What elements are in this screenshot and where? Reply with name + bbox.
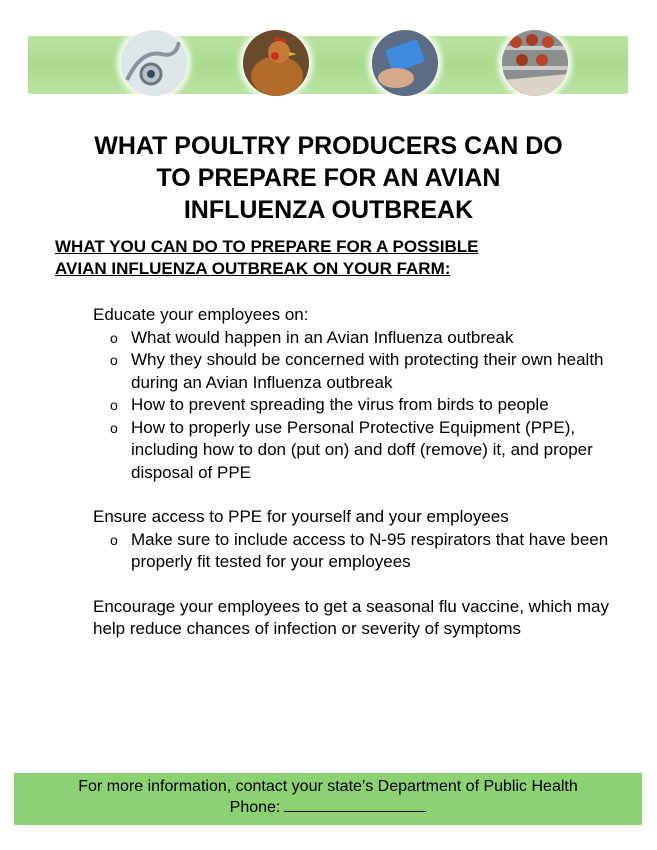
bullet-marker [72, 304, 93, 327]
sub-text: Make sure to include access to N-95 respirators that have been properly fit tested for your employees [131, 529, 609, 571]
sub-marker: o [110, 419, 118, 436]
sub-text: How to prevent spreading the virus from birds to people [131, 395, 549, 414]
bullet-marker [72, 596, 93, 641]
chicken-image [243, 30, 309, 96]
title-line-3: INFLUENZA OUTBREAK [183, 196, 474, 224]
bullet-text: Encourage your employees to get a seasonal flu vaccine, which may help reduce chances of infection or severity of symptoms [93, 596, 609, 638]
sub-text: How to properly use Personal Protective Equipment (PPE), including how to don (put on) and doff (remove) it, and proper disposal of PPE [131, 417, 593, 482]
bullet-list [72, 304, 612, 641]
phone-blank-line [284, 797, 426, 812]
title-line-1: WHAT POULTRY PRODUCERS CAN DO [94, 132, 563, 160]
phone-label: Phone: [229, 799, 281, 816]
sub-text: What would happen in an Avian Influenza outbreak [131, 327, 514, 347]
page-title [60, 130, 597, 226]
sub-list-item [110, 417, 612, 485]
sub-list-item [110, 529, 612, 574]
section-heading-line-1: WHAT YOU CAN DO TO PREPARE FOR A POSSIBLE [55, 237, 479, 256]
sub-marker: o [110, 329, 118, 346]
stethoscope-image [121, 30, 187, 96]
title-line-2: TO PREPARE FOR AN AVIAN [156, 164, 501, 192]
contact-footer [14, 773, 642, 825]
section-heading [55, 236, 575, 280]
bullet-text: Ensure access to PPE for yourself and your employees [93, 507, 509, 526]
list-item [72, 596, 612, 641]
bullet-text: Educate your employees on: [93, 305, 309, 324]
sub-list-item [110, 327, 612, 350]
sub-marker: o [110, 397, 118, 413]
sub-marker: o [110, 531, 118, 548]
footer-text: For more information, contact your state’s Department of Public Health [78, 778, 578, 795]
sub-list-item [110, 394, 612, 417]
list-item [72, 304, 612, 327]
sub-text: Why they should be concerned with protecting their own health during an Avian Influenza outbreak [131, 350, 604, 392]
caged-chickens-image [502, 30, 568, 96]
list-item [72, 506, 612, 529]
bullet-marker [72, 506, 93, 529]
section-heading-line-2: AVIAN INFLUENZA OUTBREAK ON YOUR FARM: [55, 259, 451, 278]
sub-marker: o [110, 352, 118, 368]
card-hand-image [372, 30, 438, 96]
sub-list-item [110, 349, 612, 394]
